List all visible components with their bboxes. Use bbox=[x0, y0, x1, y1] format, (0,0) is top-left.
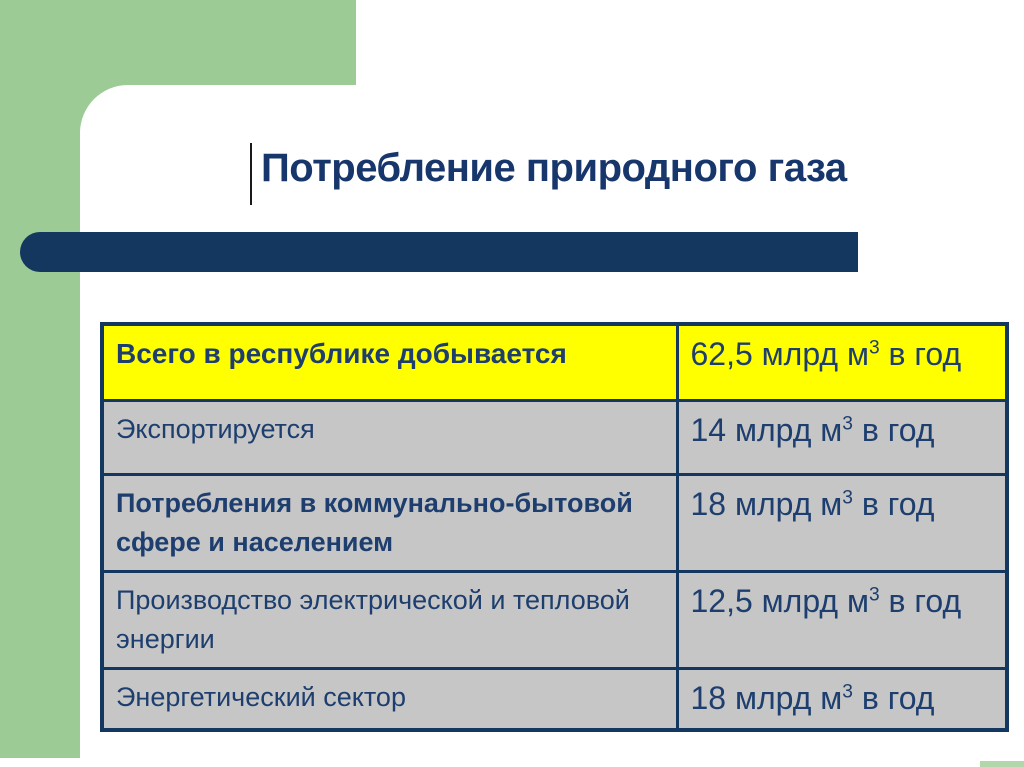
value-unit: в год bbox=[852, 411, 935, 448]
row-label-cell: Производство электрической и тепловой энергии bbox=[102, 571, 677, 668]
slide-title: Потребление природного газа bbox=[261, 146, 847, 190]
value-quantity: 14 млрд м bbox=[690, 411, 843, 448]
row-value-cell bbox=[677, 474, 1007, 571]
row-value-cell bbox=[677, 669, 1007, 730]
value-superscript: 3 bbox=[868, 337, 880, 359]
value-quantity: 18 млрд м bbox=[690, 485, 843, 522]
gas-consumption-table bbox=[100, 322, 1009, 732]
value-quantity: 62,5 млрд м bbox=[690, 336, 869, 372]
row-label-cell: Потребления в коммунально-бытовой сфере и населением bbox=[102, 474, 677, 571]
title-block bbox=[250, 143, 847, 205]
value-superscript: 3 bbox=[842, 681, 853, 703]
row-value-cell bbox=[677, 400, 1007, 474]
table-row bbox=[102, 400, 1007, 474]
value-superscript: 3 bbox=[868, 584, 880, 606]
table-row bbox=[102, 571, 1007, 668]
value-unit: в год bbox=[879, 336, 962, 372]
row-label-cell: Экспортируется bbox=[102, 400, 677, 474]
value-superscript: 3 bbox=[842, 486, 853, 508]
table-row bbox=[102, 324, 1007, 400]
value-superscript: 3 bbox=[842, 412, 853, 434]
value-quantity: 12,5 млрд м bbox=[690, 582, 869, 619]
table-row bbox=[102, 474, 1007, 571]
corner-accent bbox=[980, 761, 1024, 767]
row-value-cell bbox=[677, 324, 1007, 400]
row-label-cell: Всего в республике добывается bbox=[102, 324, 677, 400]
title-divider-bar bbox=[20, 232, 858, 272]
row-label-cell: Энергетический сектор bbox=[102, 669, 677, 730]
table-row bbox=[102, 669, 1007, 730]
row-value-cell bbox=[677, 571, 1007, 668]
value-quantity: 18 млрд м bbox=[690, 680, 843, 717]
value-unit: в год bbox=[852, 485, 935, 522]
text-cursor-mark bbox=[250, 143, 252, 205]
green-sidebar bbox=[0, 0, 80, 758]
value-unit: в год bbox=[852, 680, 935, 717]
value-unit: в год bbox=[879, 582, 962, 619]
